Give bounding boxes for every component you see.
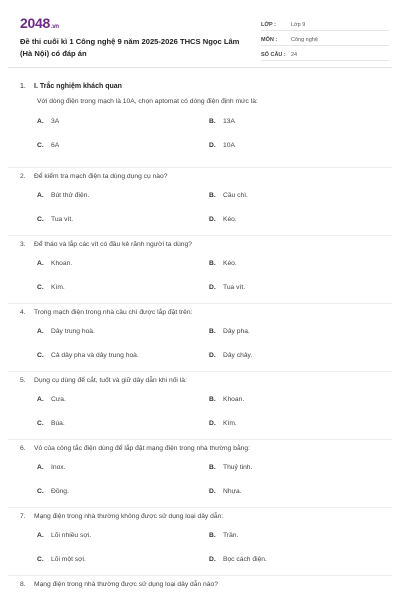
option-b[interactable]	[209, 532, 381, 539]
option-row	[37, 118, 392, 142]
exam-meta	[261, 19, 389, 64]
option-letter: B.	[209, 396, 216, 403]
option-letter: B.	[209, 532, 216, 539]
question-stem	[20, 440, 392, 456]
meta-value: Lớp 9	[291, 21, 306, 28]
option-b[interactable]	[209, 118, 381, 125]
question-8	[8, 576, 392, 592]
option-text: Cả dây pha và dây trung hoà.	[51, 352, 139, 359]
question-7	[8, 508, 392, 576]
question-stem	[20, 372, 392, 388]
meta-row-class	[261, 19, 389, 31]
option-d[interactable]	[209, 420, 381, 427]
option-a[interactable]	[37, 118, 209, 125]
question-options	[37, 260, 392, 308]
question-number: 8.	[20, 581, 26, 588]
option-text: Trần.	[223, 532, 239, 539]
option-c[interactable]	[37, 142, 209, 149]
section-title	[20, 78, 392, 94]
question-stem	[20, 508, 392, 524]
option-text: 6A	[51, 142, 60, 149]
section-heading: I. Trắc nghiệm khách quan	[34, 82, 122, 90]
option-b[interactable]	[209, 396, 381, 403]
option-row	[37, 464, 392, 488]
option-d[interactable]	[209, 352, 381, 359]
option-text: Tua vít.	[223, 284, 246, 291]
option-letter: A.	[37, 260, 44, 267]
option-letter: B.	[209, 118, 216, 125]
option-letter: D.	[209, 216, 216, 223]
question-text: Mạng điện trong nhà thường không được sử dụng loại dây dẫn:	[34, 513, 224, 520]
section-number: 1.	[20, 82, 26, 90]
option-text: 13A	[223, 118, 235, 125]
option-text: Tua vít.	[51, 216, 74, 223]
option-d[interactable]	[209, 284, 381, 291]
option-row	[37, 396, 392, 420]
option-d[interactable]	[209, 216, 381, 223]
exam-header	[8, 6, 392, 68]
option-c[interactable]	[37, 352, 209, 359]
option-row	[37, 532, 392, 556]
option-a[interactable]	[37, 260, 209, 267]
option-b[interactable]	[209, 260, 381, 267]
question-text: Để kiểm tra mạch điện ta dùng dụng cụ nào?	[34, 173, 168, 180]
question-options	[37, 396, 392, 444]
option-letter: C.	[37, 352, 44, 359]
option-c[interactable]	[37, 556, 209, 563]
option-letter: B.	[209, 192, 216, 199]
option-letter: B.	[209, 464, 216, 471]
exam-title: Đề thi cuối kì 1 Công nghệ 9 năm 2025-2026 THCS Ngọc Lâm (Hà Nội) có đáp án	[20, 37, 240, 58]
option-a[interactable]	[37, 192, 209, 199]
option-text: 3A	[51, 118, 60, 125]
question-options	[37, 328, 392, 376]
meta-value: Công nghệ	[291, 36, 318, 43]
exam-content	[8, 78, 392, 592]
site-logo[interactable]: 2048.vn	[20, 15, 59, 31]
option-letter: D.	[209, 488, 216, 495]
meta-key: MÔN :	[261, 36, 278, 43]
option-text: Búa.	[51, 420, 65, 427]
option-text: Dây trung hoà.	[51, 328, 95, 335]
option-row	[37, 260, 392, 284]
question-options	[37, 192, 392, 240]
option-letter: C.	[37, 142, 44, 149]
question-5	[8, 372, 392, 440]
question-text: Dụng cụ dùng để cắt, tuốt và giữ dây dẫn khi nối là:	[34, 377, 187, 384]
question-text: Vỏ của công tắc điện dùng để lắp đặt mạng điện trong nhà thường bằng:	[34, 445, 250, 452]
meta-value: 24	[291, 51, 298, 58]
option-b[interactable]	[209, 192, 381, 199]
option-letter: A.	[37, 532, 44, 539]
option-text: 10A	[223, 142, 235, 149]
option-letter: C.	[37, 284, 44, 291]
question-text: Để tháo và lắp các vít có đầu kẻ rãnh người ta dùng?	[34, 241, 192, 248]
option-letter: D.	[209, 556, 216, 563]
question-stem	[20, 236, 392, 252]
option-text: Lõi một sợi.	[51, 556, 86, 563]
option-letter: A.	[37, 464, 44, 471]
option-text: Đồng.	[51, 488, 69, 495]
option-c[interactable]	[37, 488, 209, 495]
option-a[interactable]	[37, 396, 209, 403]
option-letter: A.	[37, 396, 44, 403]
question-stem	[20, 168, 392, 184]
option-a[interactable]	[37, 464, 209, 471]
question-stem: Với dòng điện trong mạch là 10A, chọn aptomat có dòng điện định mức là:	[37, 98, 258, 105]
option-a[interactable]	[37, 328, 209, 335]
option-text: Cầu chì.	[223, 192, 248, 199]
option-row	[37, 328, 392, 352]
question-number: 6.	[20, 445, 26, 452]
option-letter: A.	[37, 328, 44, 335]
meta-row-count	[261, 49, 389, 61]
option-text: Thuỷ tinh.	[223, 464, 253, 471]
question-6	[8, 440, 392, 508]
question-number: 4.	[20, 309, 26, 316]
question-text: Mạng điện trong nhà thường được sử dụng loại dây dẫn nào?	[34, 581, 218, 588]
question-1	[8, 98, 392, 168]
option-c[interactable]	[37, 216, 209, 223]
option-b[interactable]	[209, 328, 381, 335]
question-options	[37, 532, 392, 580]
option-b[interactable]	[209, 464, 381, 471]
option-letter: C.	[37, 556, 44, 563]
option-d[interactable]	[209, 556, 381, 563]
option-text: Dây chảy.	[223, 352, 253, 359]
option-text: Bút thử điện.	[51, 192, 90, 199]
option-text: Kéo.	[223, 216, 237, 223]
meta-row-subject	[261, 34, 389, 46]
option-text: Kìm.	[223, 420, 237, 427]
option-text: Nhựa.	[223, 488, 242, 495]
option-d[interactable]	[209, 142, 381, 149]
question-options	[37, 464, 392, 512]
option-text: Dây pha.	[223, 328, 250, 335]
option-c[interactable]	[37, 284, 209, 291]
question-options	[37, 118, 392, 166]
question-number: 5.	[20, 377, 26, 384]
option-row	[37, 142, 392, 166]
option-c[interactable]	[37, 420, 209, 427]
meta-key: SỐ CÂU :	[261, 51, 286, 58]
option-letter: D.	[209, 420, 216, 427]
option-a[interactable]	[37, 532, 209, 539]
option-letter: C.	[37, 488, 44, 495]
question-4	[8, 304, 392, 372]
option-letter: D.	[209, 352, 216, 359]
option-text: Inox.	[51, 464, 66, 471]
question-stem	[20, 304, 392, 320]
option-letter: B.	[209, 328, 216, 335]
question-2	[8, 168, 392, 236]
option-letter: B.	[209, 260, 216, 267]
option-letter: C.	[37, 420, 44, 427]
option-text: Khoan.	[223, 396, 245, 403]
option-letter: D.	[209, 142, 216, 149]
option-letter: D.	[209, 284, 216, 291]
option-text: Kéo.	[223, 260, 237, 267]
question-text: Trong mạch điện trong nhà cầu chì được lắp đặt trên:	[34, 309, 193, 316]
question-number: 3.	[20, 241, 26, 248]
option-letter: A.	[37, 118, 44, 125]
option-text: Khoan.	[51, 260, 73, 267]
question-3	[8, 236, 392, 304]
option-letter: A.	[37, 192, 44, 199]
option-text: Cưa.	[51, 396, 66, 403]
question-number: 2.	[20, 173, 26, 180]
option-text: Bọc cách điện.	[223, 556, 267, 563]
option-d[interactable]	[209, 488, 381, 495]
option-text: Lõi nhiều sợi.	[51, 532, 92, 539]
option-text: Kìm.	[51, 284, 65, 291]
meta-key: LỚP :	[261, 21, 276, 28]
option-letter: C.	[37, 216, 44, 223]
question-stem	[20, 576, 392, 592]
question-number: 7.	[20, 513, 26, 520]
option-row	[37, 192, 392, 216]
